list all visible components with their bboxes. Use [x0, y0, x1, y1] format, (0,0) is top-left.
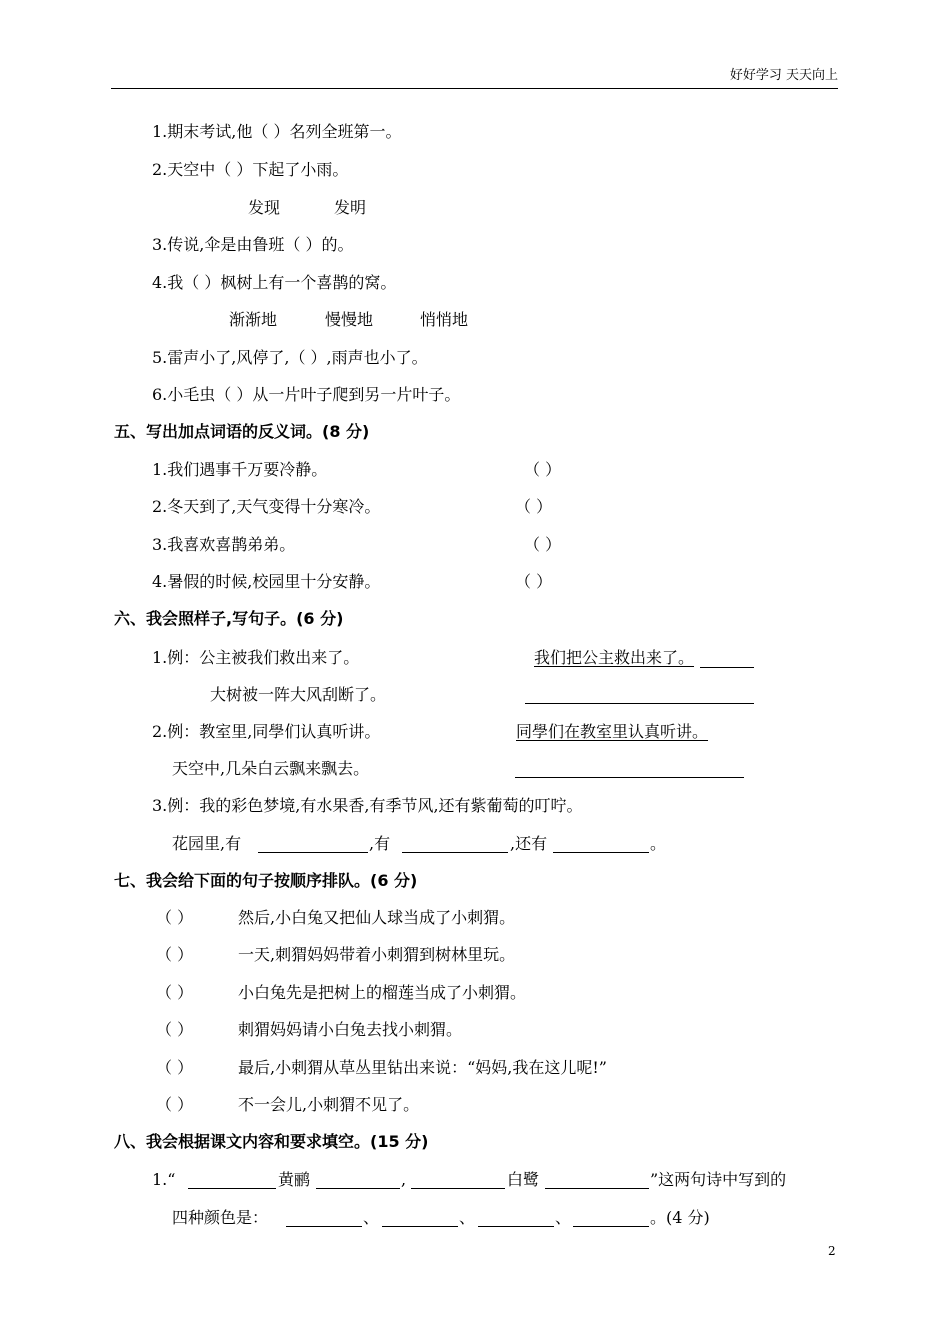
q1-word: 白鹭 [507, 1170, 540, 1189]
example-1-label: 1.例：公主被我们救出来了。 [152, 648, 360, 667]
q1-suffix: ”这两句诗中写到的 [650, 1170, 787, 1189]
section4-item-3: 3.传说,伞是由鲁班（ ）的。 [152, 235, 354, 254]
answer-line[interactable] [402, 852, 508, 853]
example-1-answer: 我们把公主救出来了。 [534, 648, 695, 667]
example-1-task: 大树被一阵大风刮断了。 [210, 685, 387, 704]
q1-word: 黄鹂 [278, 1170, 311, 1189]
word-option: 发明 [334, 198, 367, 217]
section5-item-1: 1.我们遇事千万要冷静。 [152, 460, 328, 479]
fill-text: ,有 [369, 834, 391, 853]
answer-line[interactable] [573, 1226, 649, 1227]
order-sentence: 刺猬妈妈请小白兔去找小刺猬。 [238, 1020, 463, 1039]
word-option: 悄悄地 [420, 310, 469, 329]
word-option: 发现 [248, 198, 281, 217]
section4-item-5: 5.雷声小了,风停了,（ ）,雨声也小了。 [152, 348, 428, 367]
answer-bracket[interactable]: （ ） [524, 460, 562, 479]
word-option: 渐渐地 [229, 310, 278, 329]
answer-line[interactable] [525, 703, 754, 704]
answer-bracket[interactable]: （ ） [524, 535, 562, 554]
section4-item-4: 4.我（ ）枫树上有一个喜鹊的窝。 [152, 273, 397, 292]
answer-line[interactable] [411, 1188, 505, 1189]
section5-item-4: 4.暑假的时候,校园里十分安静。 [152, 572, 381, 591]
order-sentence: 一天,刺猬妈妈带着小刺猬到树林里玩。 [238, 945, 516, 964]
order-bracket[interactable]: （ ） [156, 983, 194, 1002]
order-sentence: 不一会儿,小刺猬不见了。 [238, 1095, 420, 1114]
section6-title: 六、我会照样子,写句子。(6 分) [114, 609, 344, 628]
page-number: 2 [828, 1244, 836, 1258]
answer-line[interactable] [382, 1226, 458, 1227]
section4-item-6: 6.小毛虫（ ）从一片叶子爬到另一片叶子。 [152, 385, 461, 404]
answer-line[interactable] [478, 1226, 554, 1227]
example-2-answer: 同學们在教室里认真听讲。 [516, 722, 709, 741]
section5-title: 五、写出加点词语的反义词。(8 分) [114, 422, 370, 441]
section5-item-2: 2.冬天到了,天气变得十分寒冷。 [152, 497, 381, 516]
answer-line[interactable] [316, 1188, 400, 1189]
header-divider [111, 88, 838, 89]
section4-item-2: 2.天空中（ ）下起了小雨。 [152, 160, 349, 179]
q1-separator: 、 [459, 1208, 476, 1227]
fill-text: ,还有 [510, 834, 548, 853]
example-2-task: 天空中,几朵白云飘来飘去。 [172, 759, 370, 778]
header-motto: 好好学习 天天向上 [729, 68, 838, 83]
answer-line[interactable] [515, 777, 744, 778]
answer-bracket[interactable]: （ ） [515, 497, 553, 516]
answer-bracket[interactable]: （ ） [515, 572, 553, 591]
fill-text: 花园里,有 [172, 834, 242, 853]
answer-line[interactable] [545, 1188, 649, 1189]
section4-item-1: 1.期末考试,他（ ）名列全班第一。 [152, 122, 402, 141]
answer-line [700, 667, 754, 668]
order-sentence: 然后,小白兔又把仙人球当成了小刺猬。 [238, 908, 516, 927]
q1-separator: 、 [555, 1208, 572, 1227]
example-2-label: 2.例：教室里,同學们认真听讲。 [152, 722, 381, 741]
section8-title: 八、我会根据课文内容和要求填空。(15 分) [114, 1132, 429, 1151]
answer-line[interactable] [286, 1226, 362, 1227]
q1-comma: , [401, 1170, 407, 1189]
order-sentence: 最后,小刺猬从草丛里钻出来说：“妈妈,我在这儿呢!” [238, 1058, 607, 1077]
fill-text: 。 [650, 834, 667, 853]
order-bracket[interactable]: （ ） [156, 1058, 194, 1077]
order-bracket[interactable]: （ ） [156, 1020, 194, 1039]
example-3-label: 3.例：我的彩色梦境,有水果香,有季节风,还有紫葡萄的叮咛。 [152, 796, 583, 815]
q1-separator: 、 [363, 1208, 380, 1227]
order-bracket[interactable]: （ ） [156, 1095, 194, 1114]
order-bracket[interactable]: （ ） [156, 908, 194, 927]
answer-line[interactable] [188, 1188, 276, 1189]
order-sentence: 小白兔先是把树上的榴莲当成了小刺猬。 [238, 983, 527, 1002]
q1-prefix: 1.“ [152, 1170, 176, 1189]
order-bracket[interactable]: （ ） [156, 945, 194, 964]
section7-title: 七、我会给下面的句子按顺序排队。(6 分) [114, 871, 418, 890]
word-option: 慢慢地 [325, 310, 374, 329]
section5-item-3: 3.我喜欢喜鹊弟弟。 [152, 535, 296, 554]
q1-end: 。(4 分) [650, 1208, 710, 1227]
answer-line[interactable] [553, 852, 649, 853]
q1-line2: 四种颜色是： [172, 1208, 269, 1227]
answer-line[interactable] [258, 852, 368, 853]
